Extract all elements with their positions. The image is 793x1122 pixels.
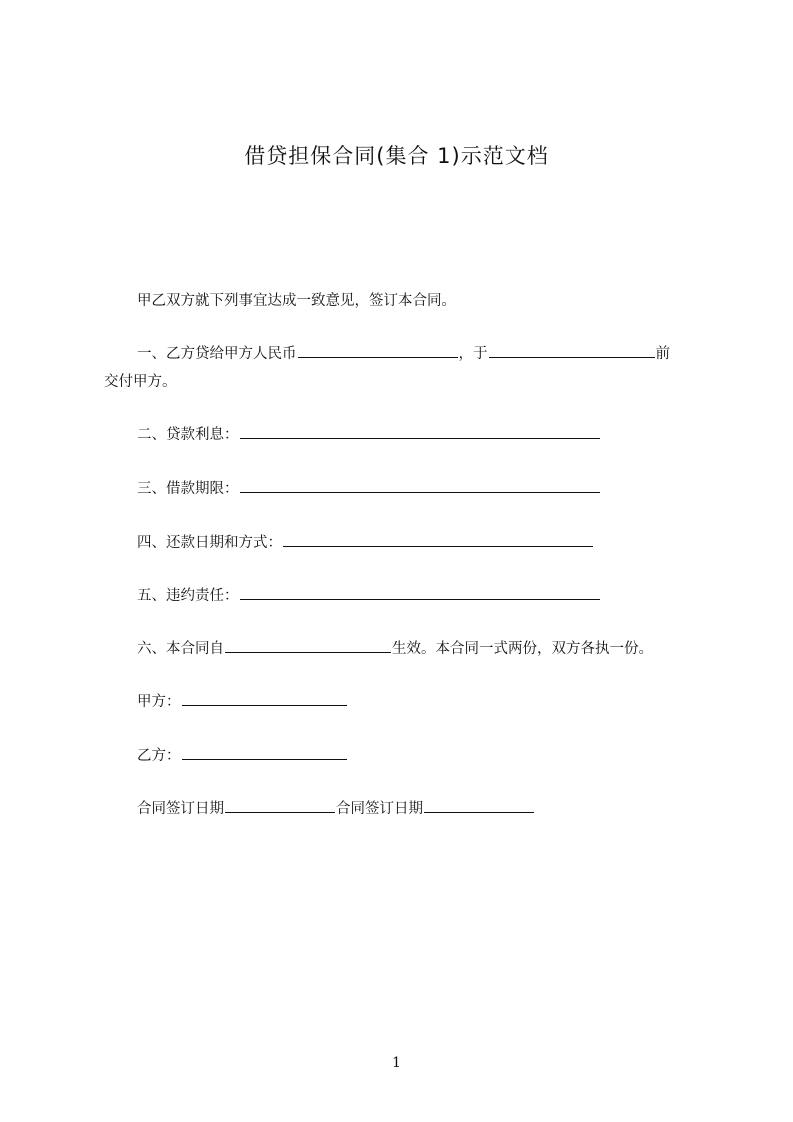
clause-5 (137, 584, 601, 608)
clause-3 (137, 477, 601, 501)
clause-1 (137, 342, 670, 366)
party-a-blank[interactable] (182, 690, 347, 706)
intro-text: 甲乙双方就下列事宜达成一致意见，签订本合同。 (137, 293, 456, 309)
clause-1-continuation (104, 370, 177, 394)
party-b-blank[interactable] (182, 744, 347, 760)
clause-1-prefix: 一、乙方贷给甲方人民币 (137, 346, 297, 362)
page-number: 1 (392, 1055, 401, 1071)
liability-blank[interactable] (240, 584, 600, 600)
signing-date-blank-2[interactable] (424, 797, 534, 813)
clause-5-label: 五、违约责任： (137, 588, 239, 604)
party-b-line (137, 744, 348, 768)
signing-date-label-2: 合同签订日期 (336, 801, 423, 817)
clause-4 (137, 531, 594, 555)
repayment-blank[interactable] (283, 531, 593, 547)
delivery-date-blank[interactable] (489, 342, 655, 358)
amount-blank[interactable] (298, 342, 458, 358)
clause-2-label: 二、贷款利息： (137, 427, 239, 443)
effective-date-blank[interactable] (225, 637, 391, 653)
clause-1-suffix: 前 (655, 346, 670, 362)
clause-4-label: 四、还款日期和方式： (137, 535, 282, 551)
clause-1-mid: ，于 (458, 346, 488, 362)
signing-date-line (137, 797, 535, 821)
party-b-label: 乙方： (137, 748, 181, 764)
interest-blank[interactable] (240, 423, 600, 439)
party-a-line (137, 690, 348, 714)
clause-3-label: 三、借款期限： (137, 481, 239, 497)
clause-1-continuation-text: 交付甲方。 (104, 374, 177, 390)
clause-6 (137, 637, 653, 661)
clause-6-prefix: 六、本合同自 (137, 641, 224, 657)
clause-2 (137, 423, 601, 447)
signing-date-blank-1[interactable] (225, 797, 335, 813)
term-blank[interactable] (240, 477, 600, 493)
signing-date-label-1: 合同签订日期 (137, 801, 224, 817)
intro-paragraph (137, 289, 456, 313)
party-a-label: 甲方： (137, 694, 181, 710)
clause-6-suffix: 生效。本合同一式两份，双方各执一份。 (392, 641, 653, 657)
document-title: 借贷担保合同(集合 1)示范文档 (244, 144, 549, 168)
